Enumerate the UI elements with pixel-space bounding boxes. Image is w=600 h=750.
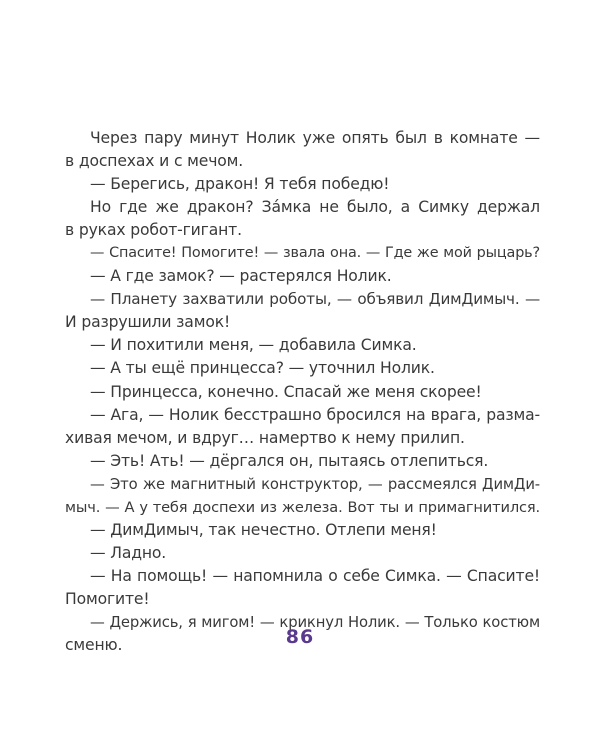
text-line: — Держись, я мигом! — крикнул Нолик. — Только костюм <box>90 613 540 631</box>
text-line: хивая мечом, и вдруг… намертво к нему прилип. <box>65 428 465 447</box>
text-line: в руках робот-гигант. <box>65 221 242 240</box>
page-number: 86 <box>285 626 315 648</box>
text-line: — Ладно. <box>90 543 167 562</box>
text-line: в доспехах и с мечом. <box>65 152 244 171</box>
text-line: — ДимДимыч, так нечестно. Отлепи меня! <box>90 520 437 539</box>
text-line: — А ты ещё принцесса? — уточнил Нолик. <box>90 359 435 378</box>
text-line: сменю. <box>65 636 123 655</box>
text-line: — Спасите! Помогите! — звала она. — Где же мой рыцарь? <box>90 245 540 262</box>
text-line: — Берегись, дракон! Я тебя победю! <box>90 175 390 194</box>
text-line: Через пару минут Нолик уже опять был в комнате — <box>90 129 540 147</box>
text-line: — Это же магнитный конструктор, — рассмеялся ДимДи- <box>90 475 540 493</box>
text-line: Но где же дракон? За́мка не было, а Симку держал <box>90 198 540 217</box>
text-line: — И похитили меня, — добавила Симка. <box>90 336 417 355</box>
text-line: — Планету захватили роботы, — объявил ДимДимыч. — <box>90 290 540 309</box>
text-line: — А где замок? — растерялся Нолик. <box>90 267 392 286</box>
text-line: Помогите! <box>65 589 150 608</box>
text-line: — Эть! Ать! — дёргался он, пытаясь отлепиться. <box>90 451 489 470</box>
text-line: — На помощь! — напомнила о себе Симка. — Спасите! <box>90 566 540 585</box>
text-line: И разрушили замок! <box>65 313 231 332</box>
text-line: — Принцесса, конечно. Спасай же меня скорее! <box>90 382 482 401</box>
story-text <box>65 127 540 657</box>
text-line: — Ага, — Нолик бесстрашно бросился на врага, разма- <box>90 405 540 424</box>
text-line: мыч. — А у тебя доспехи из железа. Вот ты и примагнитился. <box>65 498 540 516</box>
